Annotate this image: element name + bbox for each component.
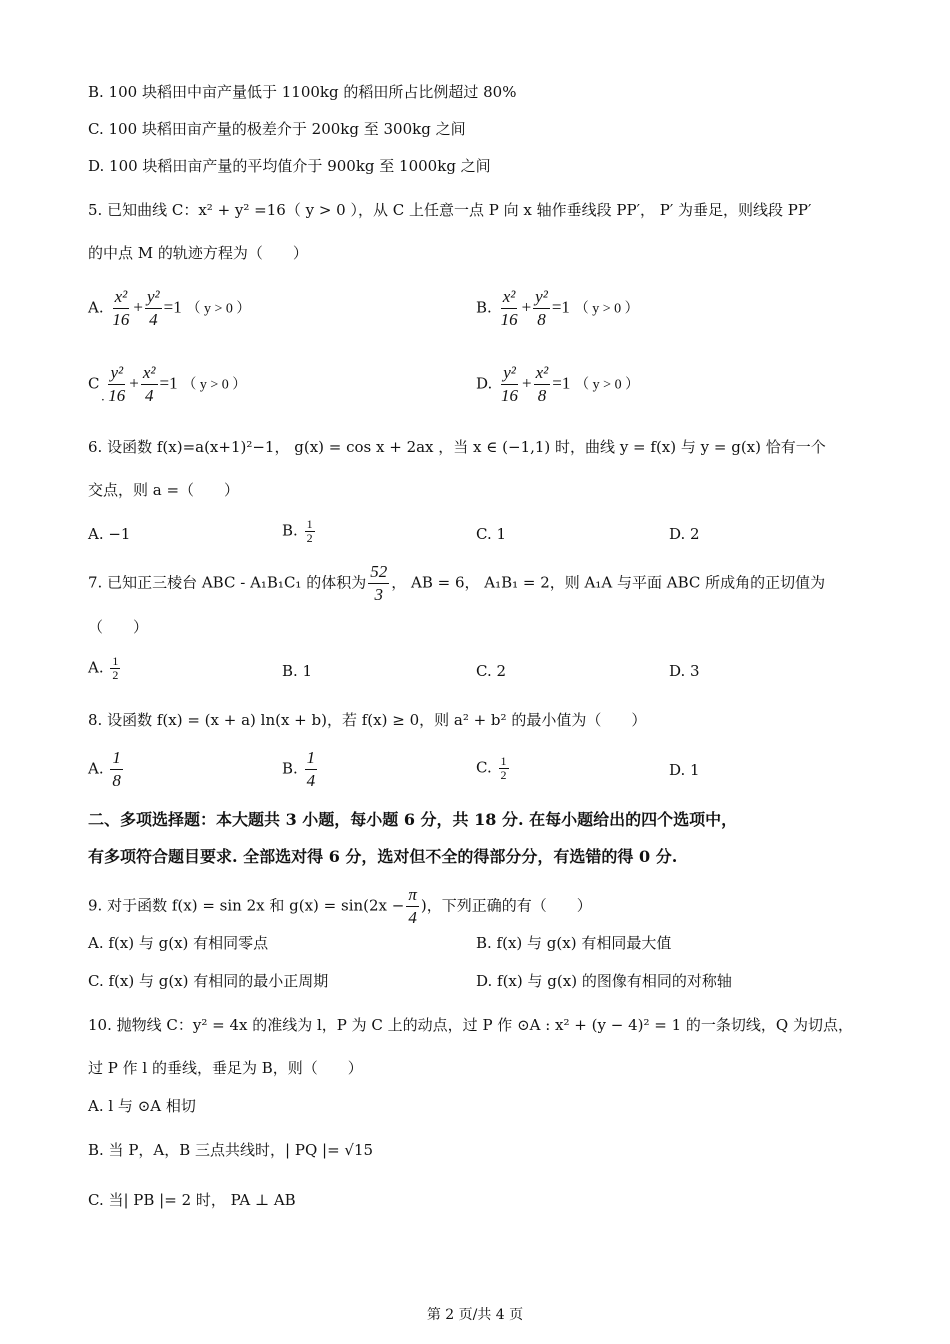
q10-stem-line2: 过 P 作 l 的垂线，垂足为 B，则（ ） <box>88 1059 363 1077</box>
q7-option-a: A. $\frac{1}{2}$ <box>88 654 119 682</box>
q10-stem-line1: 10. 抛物线 C：y² = 4x 的准线为 l，P 为 C 上的动点，过 P 作 ⊙A : x² + (y − 4)² = 1 的一条切线，Q 为切点， <box>88 1016 853 1034</box>
section2-heading-line2: 有多项符合题目要求. 全部选对得 6 分，选对但不全的得部分分，有选错的得 0 分. <box>88 847 678 866</box>
q7-stem-line2: （ ） <box>88 618 149 636</box>
q7-option-c: C. 2 <box>476 662 507 680</box>
q10-option-a: A. l 与 ⊙A 相切 <box>88 1097 196 1115</box>
q10-option-c: C. 当| PB |= 2 时， PA ⊥ AB <box>88 1191 296 1209</box>
q9-option-c: C. f(x) 与 g(x) 有相同的最小正周期 <box>88 972 329 990</box>
q9-option-d: D. f(x) 与 g(x) 的图像有相同的对称轴 <box>476 972 732 990</box>
q6-stem-line2: 交点，则 a =（ ） <box>88 481 240 499</box>
q7-stem-line1: 7. 已知正三棱台 ABC - A₁B₁C₁ 的体积为 $\frac{52}{3}$ ， AB = 6， A₁B₁ = 2，则 A₁A 与平面 ABC 所成角的正切值为 <box>88 562 826 604</box>
q5-stem-line2: 的中点 M 的轨迹方程为（ ） <box>88 244 308 262</box>
q7-option-d: D. 3 <box>669 662 700 680</box>
q6-option-b: B. $\frac{1}{2}$ <box>282 517 313 545</box>
page-footer: 第 2 页/共 4 页 <box>426 1307 524 1323</box>
stray-dot-mark: · <box>101 393 105 407</box>
q6-option-c: C. 1 <box>476 525 507 543</box>
q8-option-b: B. $\frac{1}{4}$ <box>282 748 316 790</box>
q8-option-a: A. $\frac{1}{8}$ <box>88 748 121 790</box>
q6-option-a: A. −1 <box>88 525 131 543</box>
q5-stem-line1: 5. 已知曲线 C：x² + y² =16（ y > 0 ），从 C 上任意一点 P 向 x 轴作垂线段 PP′， P′ 为垂足，则线段 PP′ <box>88 201 812 219</box>
q5-option-b: B. $\frac{\text{x²}}{16}$ + $\frac{\text{y²}}{8}$ =1 （ y > 0 ） <box>476 287 639 329</box>
q4-option-d: D. 100 块稻田亩产量的平均值介于 900kg 至 1000kg 之间 <box>88 157 491 175</box>
q5-option-a: A. $\frac{\text{x²}}{16}$ + $\frac{\text{y²}}{4}$ =1 （ y > 0 ） <box>88 287 251 329</box>
q6-option-d: D. 2 <box>669 525 700 543</box>
q8-stem: 8. 设函数 f(x) = (x + a) ln(x + b)，若 f(x) ≥ 0，则 a² + b² 的最小值为（ ） <box>88 711 647 729</box>
q5-option-c: C $\frac{\text{y²}}{16}$ + $\frac{\text{x²}}{4}$ =1 （ y > 0 ） <box>88 363 247 405</box>
q4-option-b: B. 100 块稻田中亩产量低于 1100kg 的稻田所占比例超过 80% <box>88 83 517 101</box>
q5-option-d: D. $\frac{\text{y²}}{16}$ + $\frac{\text{x²}}{8}$ =1 （ y > 0 ） <box>476 363 640 405</box>
q8-option-c: C. $\frac{1}{2}$ <box>476 754 507 782</box>
q9-option-a: A. f(x) 与 g(x) 有相同零点 <box>88 934 269 952</box>
q10-option-b: B. 当 P，A，B 三点共线时，| PQ |= √15 <box>88 1141 374 1159</box>
q8-option-d: D. 1 <box>669 761 700 779</box>
q4-option-c: C. 100 块稻田亩产量的极差介于 200kg 至 300kg 之间 <box>88 120 466 138</box>
section2-heading-line1: 二、多项选择题：本大题共 3 小题，每小题 6 分，共 18 分. 在每小题给出的四个选项中， <box>88 810 738 829</box>
q9-option-b: B. f(x) 与 g(x) 有相同最大值 <box>476 934 672 952</box>
q9-stem: 9. 对于函数 f(x) = sin 2x 和 g(x) = sin(2x − $\frac{\pi}{4}$ )，下列正确的有（ ） <box>88 885 592 927</box>
q6-stem-line1: 6. 设函数 f(x)=a(x+1)²−1， g(x) = cos x + 2ax ，当 x ∈ (−1,1) 时，曲线 y = f(x) 与 y = g(x) 恰有一个 <box>88 438 826 456</box>
q7-option-b: B. 1 <box>282 662 313 680</box>
